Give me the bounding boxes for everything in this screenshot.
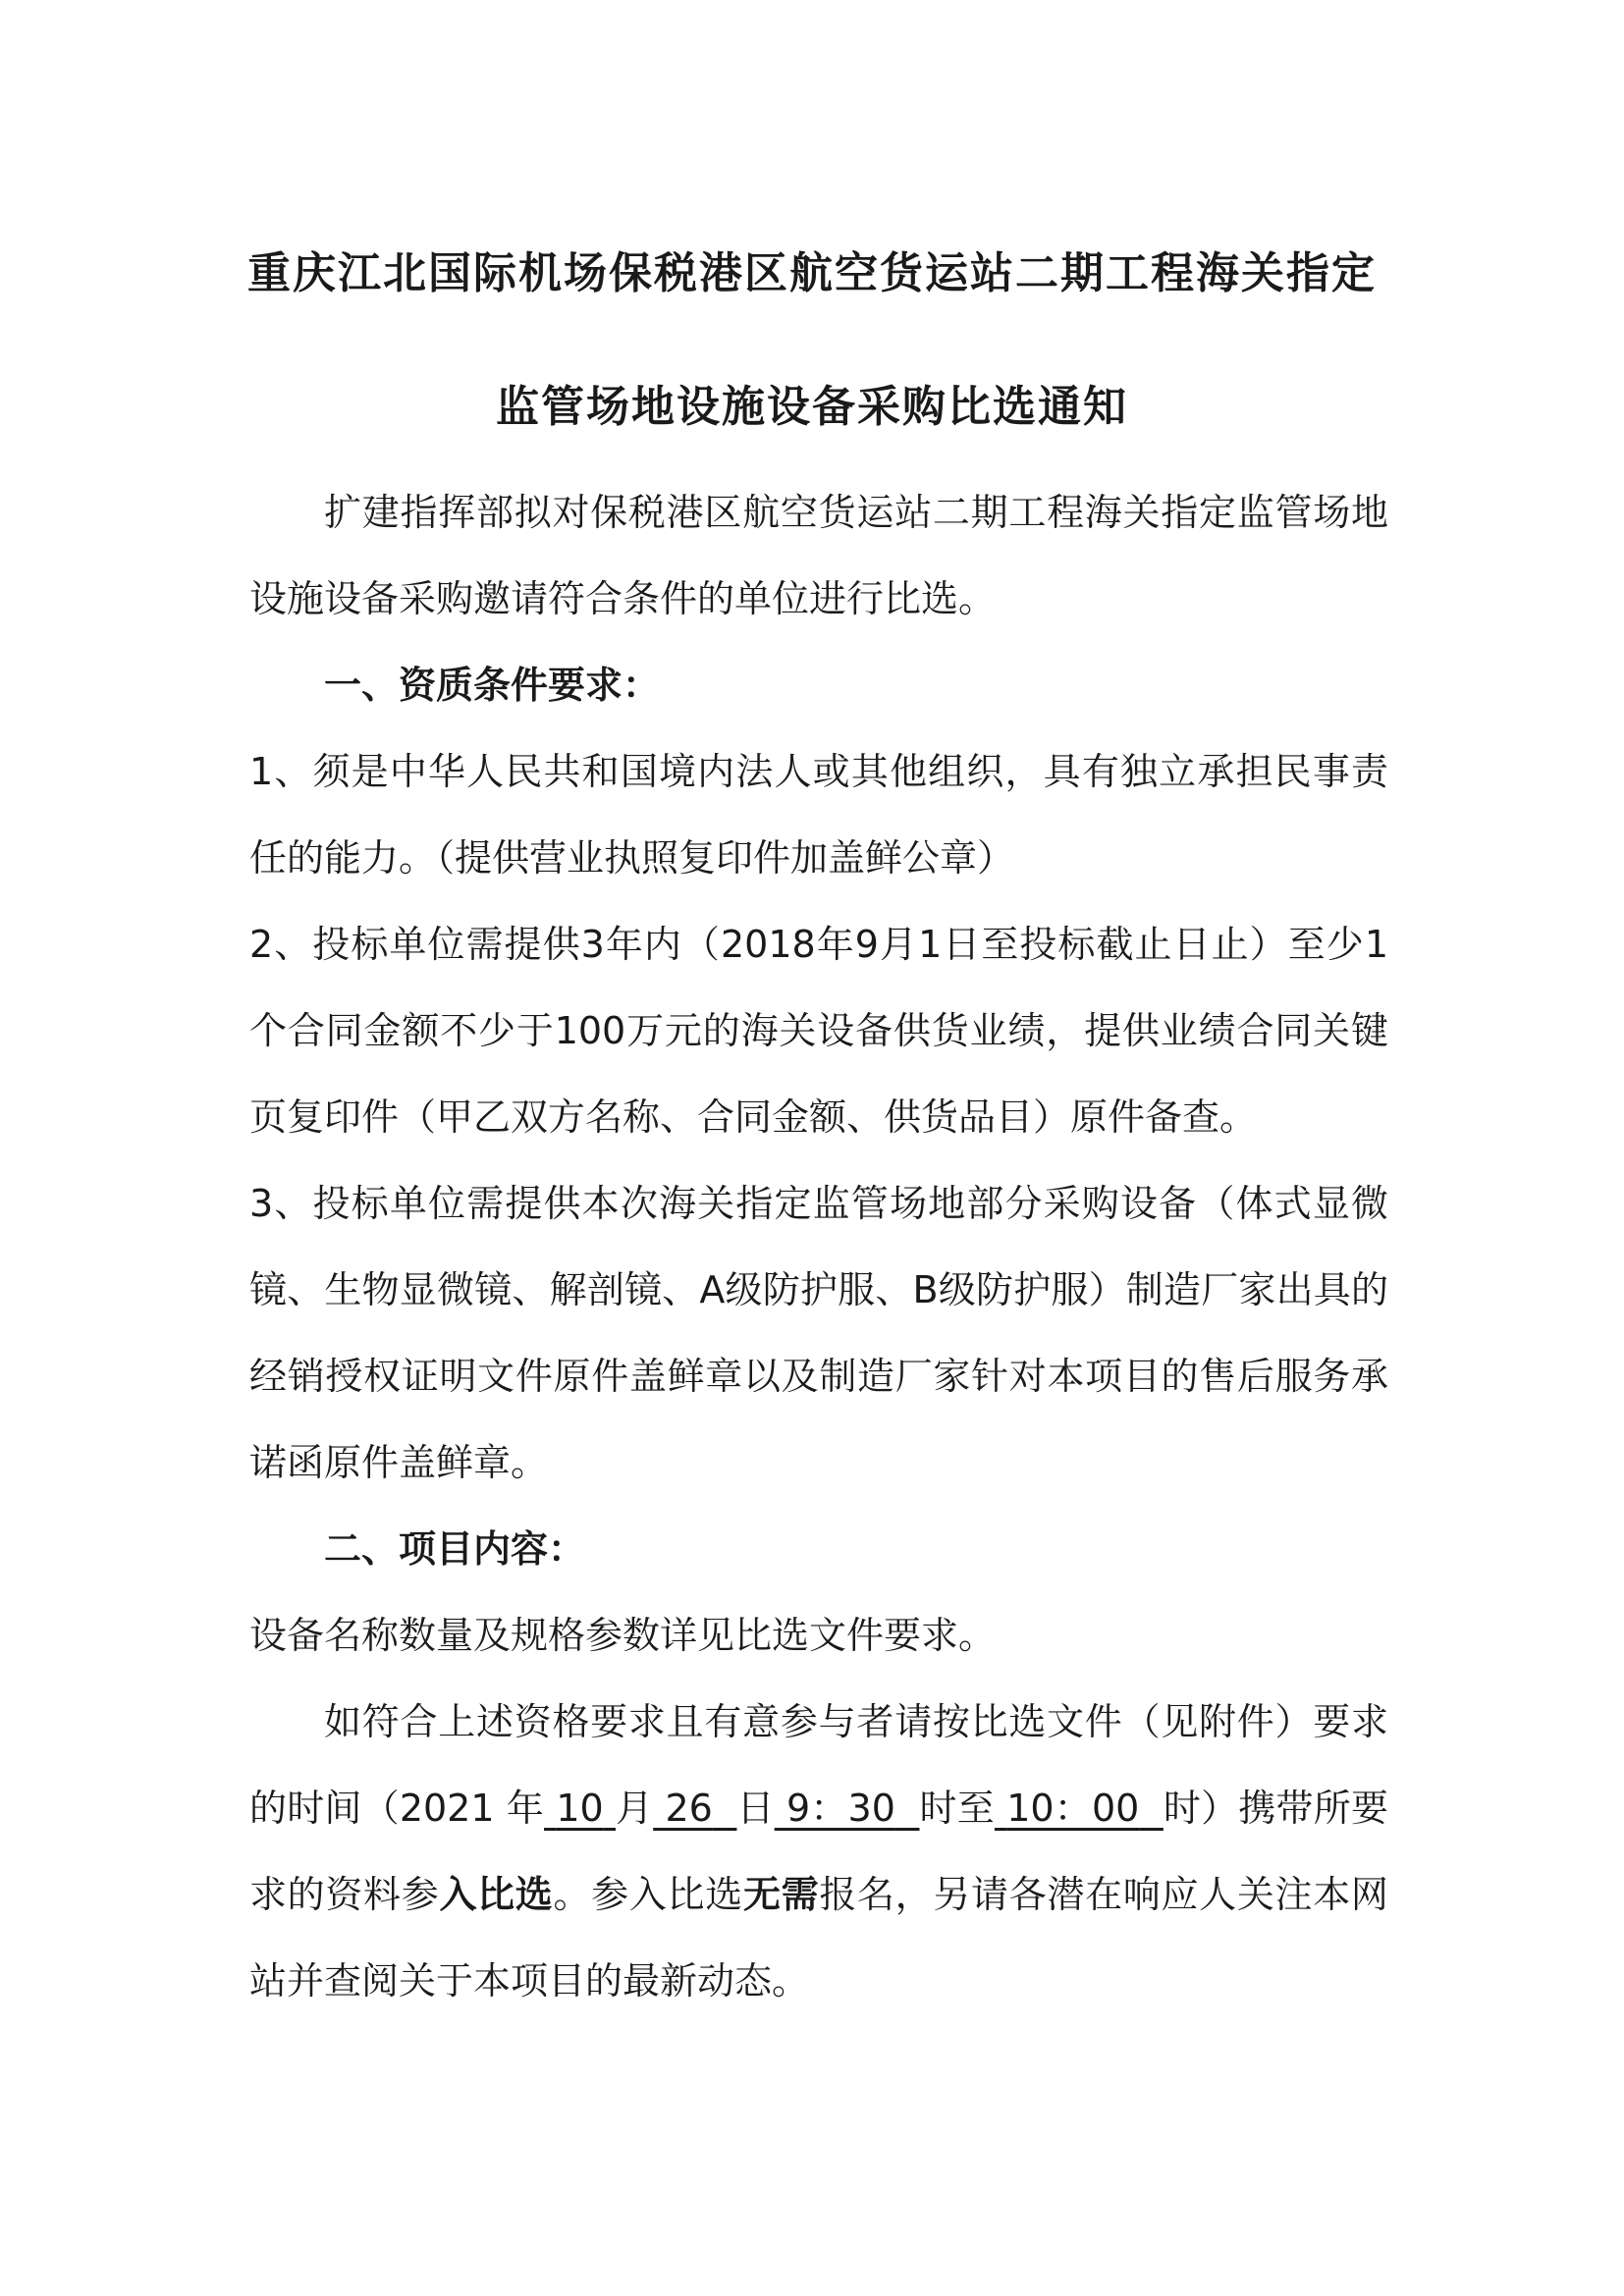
end-time: 10：00: [1006, 1787, 1140, 1830]
date-day: 26: [665, 1787, 713, 1830]
qualification-item-3: 3、投标单位需提供本次海关指定监管场地部分采购设备（体式显微镜、生物显微镜、解剖镜、A级防护服、B级防护服）制造厂家出具的经销授权证明文件原件盖鲜章以及制造厂家针对本项目的售后服务承诺函原件盖鲜章。: [249, 1182, 1388, 1484]
start-time: 9：30: [785, 1787, 895, 1830]
qualification-item-1: 1、须是中华人民共和国境内法人或其他组织，具有独立承担民事责任的能力。（提供营业执照复印件加盖鲜公章）: [249, 750, 1388, 880]
day-suffix: 日: [736, 1787, 775, 1830]
month-suffix: 月: [615, 1787, 654, 1830]
project-content-text: 设备名称数量及规格参数详见比选文件要求。: [249, 1614, 997, 1657]
title-line-1: 重庆江北国际机场保税港区航空货运站二期工程海关指定: [247, 248, 1377, 298]
closing-text-1: 如符合上述资格要求且有意参与者请按比选文件（见附件）要求的时间（2021 年: [249, 1700, 1388, 1830]
date-month: 10: [556, 1787, 604, 1830]
qualification-item-2: 2、投标单位需提供3年内（2018年9月1日至投标截止日止）至少1个合同金额不少于100万元的海关设备供货业绩，提供业绩合同关键页复印件（甲乙双方名称、合同金额、供货品目）原件备查。: [249, 923, 1388, 1139]
closing-bold-1: 入比选: [439, 1873, 554, 1916]
closing-bold-2: 无需: [742, 1873, 820, 1916]
intro-paragraph: 扩建指挥部拟对保税港区航空货运站二期工程海关指定监管场地设施设备采购邀请符合条件的单位进行比选。: [249, 491, 1388, 620]
closing-text-3: 。参入比选: [553, 1873, 743, 1916]
hour-to-text: 时至: [919, 1787, 995, 1830]
section-heading-qualifications: 一、资质条件要求：: [324, 664, 661, 707]
closing-text-2: 时）携带所要求的资料参: [249, 1787, 1388, 1916]
title-line-2: 监管场地设施设备采购比选通知: [496, 382, 1128, 432]
closing-text-4: 报名，另请各潜在响应人关注本网站并查阅关于本项目的最新动态。: [249, 1873, 1388, 2002]
closing-paragraph: [249, 1679, 1388, 2024]
section-heading-project-content: 二、项目内容：: [324, 1527, 586, 1571]
